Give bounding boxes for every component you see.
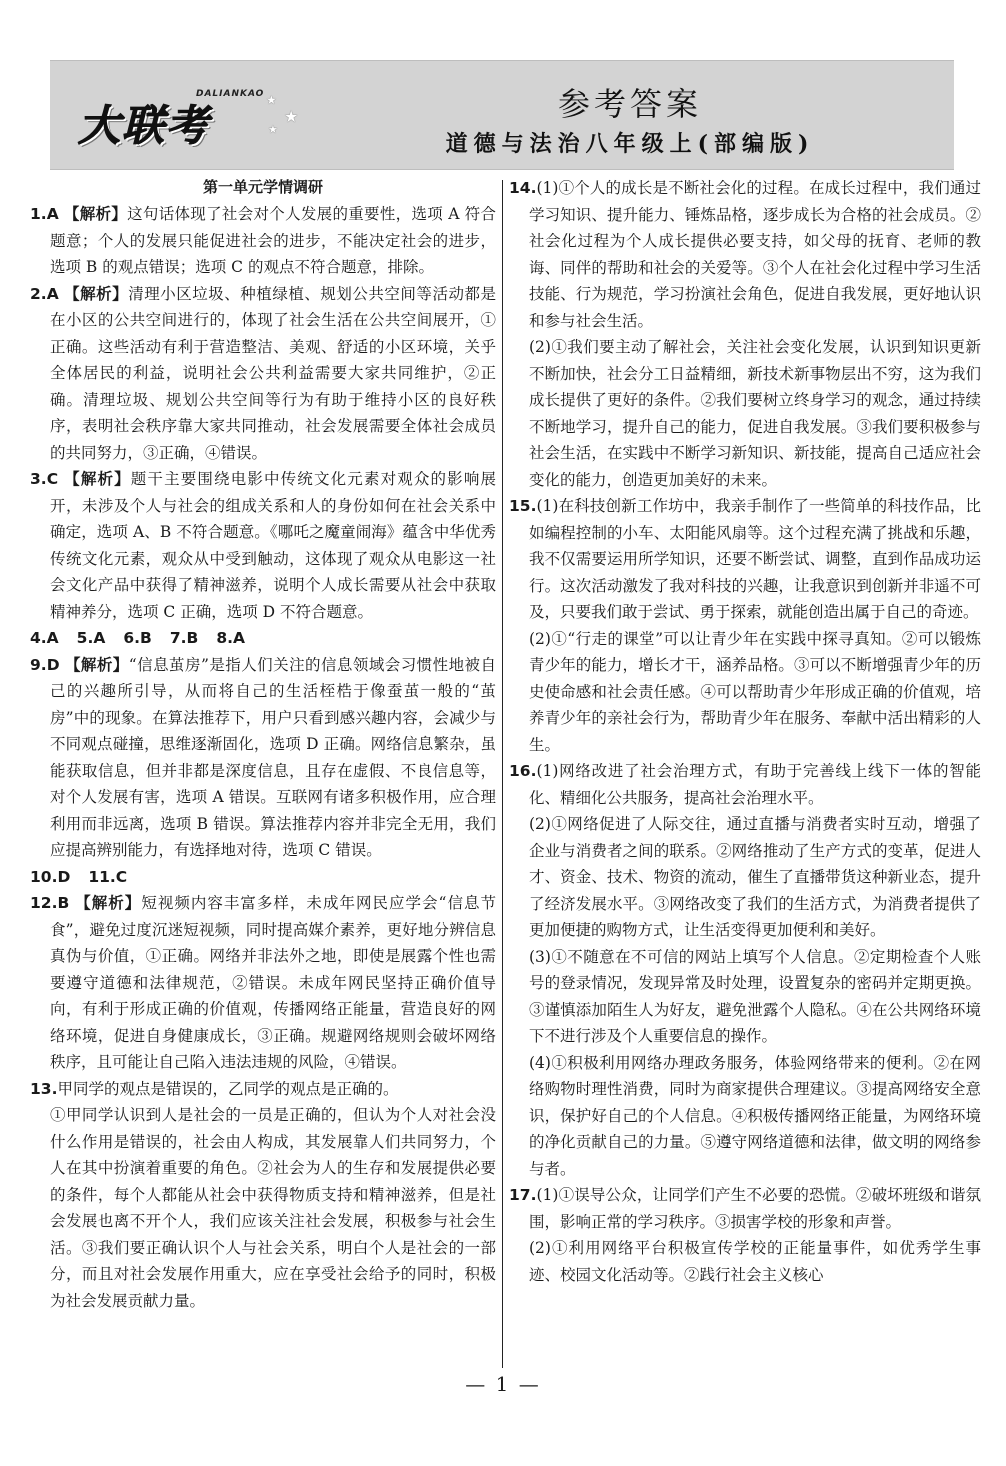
short-answer: 5.A	[76, 629, 106, 647]
question-number: 12.	[30, 894, 58, 912]
analysis-text: “信息茧房”是指人们关注的信息领域会习惯性地被自己的兴趣所引导，从而将自己的生活桎梏于像蚕茧一般的“茧房”中的现象。在算法推荐下，用户只看到感兴趣内容，会减少与不同观点碰撞，思维逐渐固化，选项 D 正确。网络信息繁杂，虽能获取信息，但并非都是深度信息，且存在虚假、不良信息等，对个人发展有害，选项 A 错误。互联网有诸多积极作用，应合理利用而非远离，选项 B 错误。算法推荐内容并非完全无用，我们应提高辨别能力，有选择地对待，选项 C 错误。	[50, 655, 496, 859]
answer-body: ①甲同学认识到人是社会的一员是正确的，但认为个人对社会没什么作用是错误的，社会由人构成，其发展靠人们共同努力，个人在其中扮演着重要的角色。②社会为人的生存和发展提供必要的条件，每个人都能从社会中获得物质支持和精神滋养，但是社会发展也离不开个人，我们应该关注社会发展，积极参与社会生活。③我们要正确认识个人与社会关系，明白个人是社会的一部分，而且对社会发展作用重大，应在享受社会给予的同时，积极为社会发展贡献力量。	[50, 1106, 496, 1310]
question-number: 9.	[30, 655, 47, 674]
answer-item-15	[509, 493, 981, 626]
analysis-text: 这句话体现了社会对个人发展的重要性，选项 A 符合题意；个人的发展只能促进社会的进步，不能决定社会的进步，选项 B 的观点错误；选项 C 的观点不符合题意，排除。	[50, 205, 496, 276]
analysis-tag: 【解析】	[64, 284, 129, 303]
answer-part: (1)①误导公众，让同学们产生不必要的恐慌。②破坏班级和谐氛围，影响正常的学习秩序。③损害学校的形象和声誉。	[529, 1186, 981, 1231]
analysis-text: 清理小区垃圾、种植绿植、规划公共空间等活动都是在小区的公共空间进行的，体现了社会生活在公共空间展开，①正确。这些活动有利于营造整洁、美观、舒适的小区环境，关乎全体居民的利益，说明社会公共利益需要大家共同维护，②正确。清理垃圾、规划公共空间等行为有助于维持小区的良好秩序，表明社会秩序靠大家共同推动，社会发展需要全体社会成员的共同努力，③正确，④错误。	[50, 284, 496, 462]
analysis-text: 短视频内容丰富多样，未成年网民应学会“信息节食”，避免过度沉迷短视频，同时提高媒介素养，更好地分辨信息真伪与价值，①正确。网络并非法外之地，即使是展露个性也需要遵守道德和法律规范，②错误。未成年网民坚持正确价值导向，有利于形成正确的价值观，传播网络正能量，营造良好的网络环境，促进自身健康成长，③正确。规避网络规则会破坏网络秩序，且可能让自己陷入违法违规的风险，④错误。	[50, 894, 496, 1071]
answer-part: (1)在科技创新工作坊中，我亲手制作了一些简单的科技作品，比如编程控制的小车、太阳能风扇等。这个过程充满了挑战和乐趣，我不仅需要运用所学知识，还要不断尝试、调整，直到作品成功运行。这次活动激发了我对科技的兴趣，让我意识到创新并非遥不可及，只要我们敢于尝试、勇于探索，就能创造出属于自己的奇迹。	[529, 497, 981, 621]
answer-choice: D	[46, 655, 60, 674]
answer-part: (2)①利用网络平台积极宣传学校的正能量事件，如优秀学生事迹、校园文化活动等。②践行社会主义核心	[529, 1239, 981, 1284]
brand-logo	[78, 73, 318, 159]
question-number: 2.	[30, 284, 47, 303]
header-banner	[50, 60, 954, 170]
answer-part: (1)①个人的成长是不断社会化的过程。在成长过程中，我们通过学习知识、提升能力、锤炼品格，逐步成长为合格的社会成员。②社会化过程为个人成长提供必要支持，如父母的抚育、老师的教诲、同伴的帮助和社会的关爱等。③个人在社会化过程中学习生活技能、行为规范，学习扮演社会角色，促进自我发展，更好地认识和参与社会生活。	[529, 179, 981, 330]
question-number: 1.	[30, 205, 47, 223]
page-number: — 1 —	[465, 1372, 541, 1396]
analysis-tag: 【解析】	[63, 205, 128, 223]
answer-item-17	[509, 1182, 981, 1235]
answer-item-12	[30, 890, 496, 1076]
star-icon: ★	[266, 93, 277, 107]
answer-part: (1)网络改进了社会治理方式，有助于完善线上线下一体的智能化、精细化公共服务，提高社会治理水平。	[529, 762, 981, 807]
answer-item-9	[30, 652, 496, 864]
question-number: 3.	[30, 470, 47, 488]
answer-item-1	[30, 201, 496, 281]
page-title: 参考答案	[557, 85, 702, 123]
short-answer: 7.B	[169, 629, 199, 647]
logo-subtext: DALIANKAO	[196, 89, 265, 99]
star-icon: ★	[268, 123, 278, 136]
short-answer: 10.D	[30, 867, 71, 886]
answer-part: (4)①积极利用网络办理政务服务，体验网络带来的便利。②在网络购物时理性消费，同时为商家提供合理建议。③提高网络安全意识，保护好自己的个人信息。④积极传播网络正能量，为网络环境的净化贡献自己的力量。⑤遵守网络道德和法律，做文明的网络参与者。	[529, 1053, 981, 1178]
page-subtitle: 道德与法治八年级上(部编版)	[445, 131, 815, 157]
analysis-tag: 【解析】	[64, 655, 129, 674]
short-answers-row	[30, 625, 496, 652]
analysis-tag: 【解析】	[64, 470, 131, 488]
answer-choice: B	[57, 894, 70, 912]
right-column	[509, 175, 981, 1288]
analysis-text: 题干主要围绕电影中传统文化元素对观众的影响展开，未涉及个人与社会的组成关系和人的身份如何在社会关系中确定，选项 A、B 不符合题意。《哪吒之魔童闹海》蕴含中华优秀传统文化元素，观众从中受到触动，这体现了观众从电影这一社会文化产品中获得了精神滋养，说明个人成长需要从社会中获取精神养分，选项 C 正确，选项 D 不符合题意。	[50, 470, 496, 621]
answer-part: (2)①我们要主动了解社会，关注社会变化发展，认识到知识更新不断加快，社会分工日益精细，新技术新事物层出不穷，这为我们成长提供了更好的条件。②我们要树立终身学习的观念，通过持续不断地学习，提升自己的能力，促进自我发展。③我们要积极参与社会生活，在实践中不断学习新知识、新技能，提高自己适应社会变化的能力，创造更加美好的未来。	[529, 338, 981, 489]
answer-choice: C	[46, 470, 59, 488]
answer-item-14	[509, 175, 981, 334]
section-title: 第一单元学情调研	[202, 178, 323, 196]
column-divider	[502, 180, 503, 1368]
short-answer: 6.B	[123, 629, 152, 647]
short-answers-row	[30, 864, 496, 891]
logo-text: 大联考	[78, 101, 211, 150]
answer-item-2	[30, 281, 496, 467]
short-answer: 11.C	[88, 867, 128, 886]
short-answer: 8.A	[216, 629, 246, 647]
answer-choice: A	[46, 205, 59, 223]
answer-lead: 甲同学的观点是错误的，乙同学的观点是正确的。	[57, 1079, 399, 1098]
short-answer: 4.A	[30, 629, 59, 647]
answer-part: (2)①网络促进了人际交往，通过直播与消费者实时互动，增强了企业与消费者之间的联系。②网络推动了生产方式的变革，促进人才、资金、技术、物资的流动，催生了直播带货这种新业态，提升了经济发展水平。③网络改变了我们的生活方式，为消费者提供了更加便捷的购物方式，让生活变得更加便利和美好。	[529, 815, 981, 939]
answer-part: (3)①不随意在不可信的网站上填写个人信息。②定期检查个人账号的登录情况，发现异常及时处理，设置复杂的密码并定期更换。③谨慎添加陌生人为好友，避免泄露个人隐私。④在公共网络环境下不进行涉及个人重要信息的操作。	[529, 947, 981, 1045]
question-number: 15.	[509, 497, 537, 515]
star-icon: ★	[284, 107, 299, 126]
answer-choice: A	[46, 284, 59, 303]
answer-part: (2)①“行走的课堂”可以让青少年在实践中探寻真知。②可以锻炼青少年的能力，增长才干，涵养品格。③可以不断增强青少年的历史使命感和社会责任感。④可以帮助青少年形成正确的价值观，培养青少年的亲社会行为，帮助青少年在服务、奉献中活出精彩的人生。	[529, 629, 981, 754]
question-number: 13.	[30, 1079, 58, 1098]
answer-item-16	[509, 758, 981, 811]
analysis-tag: 【解析】	[75, 894, 142, 912]
question-number: 17.	[509, 1186, 537, 1204]
left-column	[30, 175, 496, 1314]
answer-item-13	[30, 1076, 496, 1103]
question-number: 14.	[509, 179, 537, 197]
question-number: 16.	[509, 762, 537, 780]
answer-item-3	[30, 466, 496, 625]
